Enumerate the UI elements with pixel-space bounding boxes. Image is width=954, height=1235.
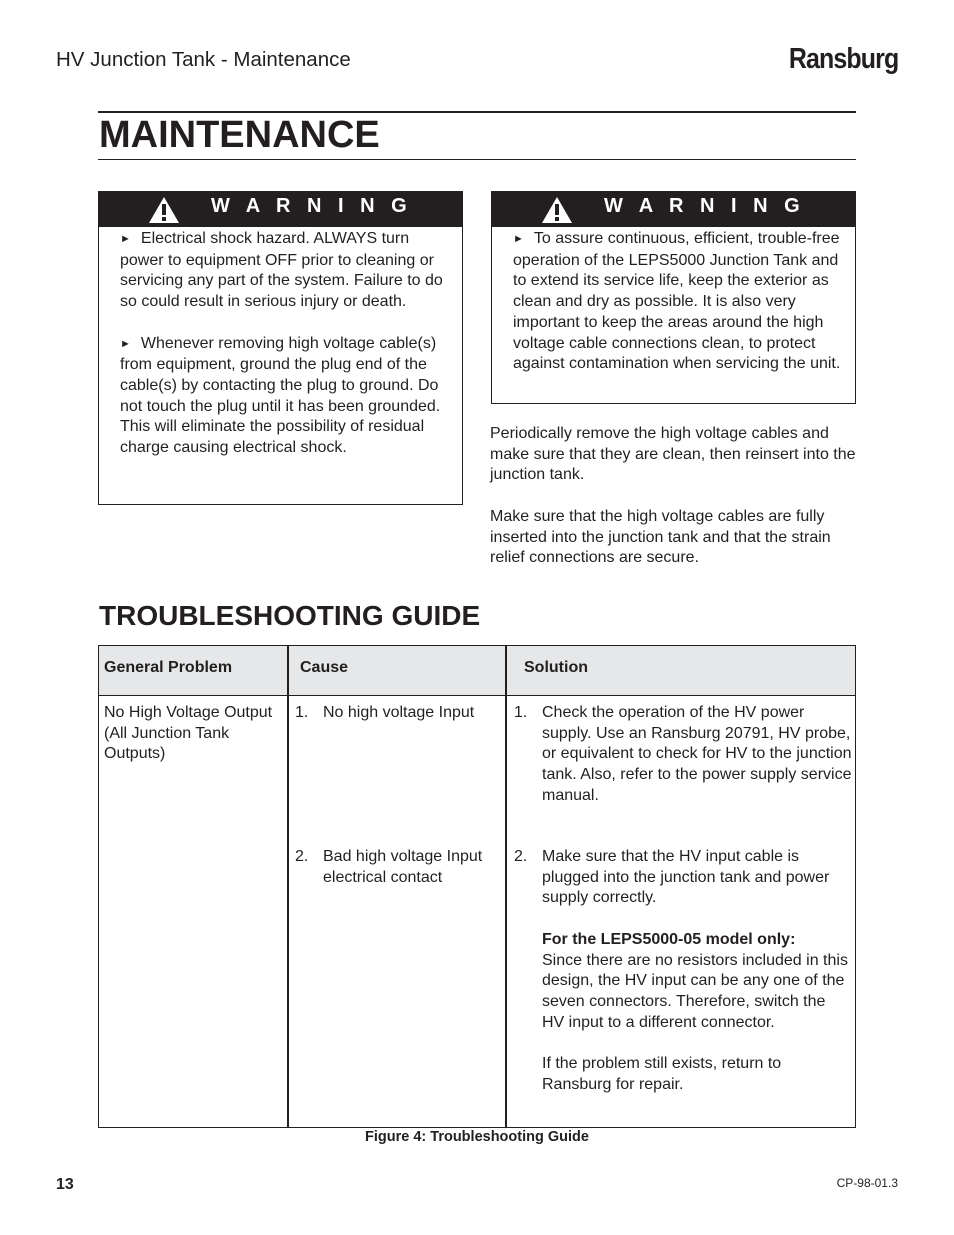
arrow-bullet-icon: ► bbox=[120, 337, 131, 350]
column-header-cause: Cause bbox=[300, 659, 349, 676]
warning-body bbox=[99, 227, 462, 459]
warning-header bbox=[492, 192, 855, 227]
page-title: MAINTENANCE bbox=[99, 114, 380, 156]
cause-item: 1. No high voltage Input bbox=[295, 704, 475, 721]
column-divider bbox=[505, 646, 507, 1127]
warning-triangle-icon bbox=[541, 196, 573, 224]
warning-box-electrical bbox=[98, 191, 463, 505]
warning-label: W A R N I N G bbox=[604, 195, 806, 217]
solution-item: 2. Make sure that the HV input cable is plugged into the junction tank and power supply correctly. For the LEPS5000-05 model only: Since there are no resistors included in this design, the HV input can be any one of the seven connectors. Therefore, switch the HV input to a different connector. If the problem still exists, return to Ransburg for repair. bbox=[514, 847, 852, 1095]
cause-item: 2. Bad high voltage Input electrical contact bbox=[295, 848, 483, 886]
arrow-bullet-icon: ► bbox=[120, 233, 131, 245]
warning-label: W A R N I N G bbox=[211, 195, 413, 217]
page-number: 13 bbox=[56, 1176, 74, 1193]
warning-bullet: ► Electrical shock hazard. ALWAYS turn power to equipment OFF prior to cleaning or servicing any part of the system. Failure to do so could result in serious injury or death. bbox=[120, 230, 443, 311]
warning-bullet: ► Whenever removing high voltage cable(s) from equipment, ground the plug end of the cable(s) by contacting the plug to ground. Do not touch the plug until it has been grounded. This will eliminate the possibility of residual charge causing electrical shock. bbox=[120, 334, 441, 457]
maintenance-paragraph: Periodically remove the high voltage cables and make sure that they are clean, then reinsert into the junction tank. bbox=[490, 425, 856, 484]
warning-box-maintenance bbox=[491, 191, 856, 404]
column-header-problem: General Problem bbox=[104, 659, 233, 676]
document-id: CP-98-01.3 bbox=[836, 1176, 898, 1190]
maintenance-paragraph: Make sure that the high voltage cables are fully inserted into the junction tank and that the strain relief connections are secure. bbox=[490, 508, 831, 567]
header-section-title: HV Junction Tank - Maintenance bbox=[56, 48, 351, 71]
title-rule-bottom bbox=[98, 159, 856, 160]
warning-triangle-icon bbox=[148, 196, 180, 224]
column-header-solution: Solution bbox=[524, 659, 588, 676]
column-divider bbox=[287, 646, 289, 1127]
brand-logo: Ransburg bbox=[788, 43, 898, 75]
arrow-bullet-icon: ► bbox=[513, 233, 524, 245]
figure-caption: Figure 4: Troubleshooting Guide bbox=[365, 1129, 589, 1145]
warning-header bbox=[99, 192, 462, 227]
model-note: For the LEPS5000-05 model only: Since there are no resistors included in this design, the HV input can be any one of the seven connectors. Therefore, switch the HV input to a different connector. bbox=[542, 930, 848, 1031]
final-note: If the problem still exists, return to Ransburg for repair. bbox=[542, 1055, 782, 1093]
warning-bullet: ► To assure continuous, efficient, trouble-free operation of the LEPS5000 Junction Tank and to extend its service life, keep the exterior as clean and dry as possible. It is also very important to keep the areas around the high voltage cable connections clean, to protect against contamination when servicing the unit. bbox=[513, 230, 841, 373]
warning-body bbox=[492, 227, 855, 375]
solution-item: 1. Check the operation of the HV power supply. Use an Ransburg 20791, HV probe, or equivalent to check for HV to the junction tank. Also, refer to the power supply service manual. bbox=[514, 704, 852, 804]
title-rule-top bbox=[98, 111, 856, 113]
troubleshooting-table bbox=[98, 645, 856, 1128]
troubleshooting-heading: TROUBLESHOOTING GUIDE bbox=[99, 600, 481, 631]
problem-cell: No High Voltage Output (All Junction Tank Outputs) bbox=[104, 704, 273, 763]
